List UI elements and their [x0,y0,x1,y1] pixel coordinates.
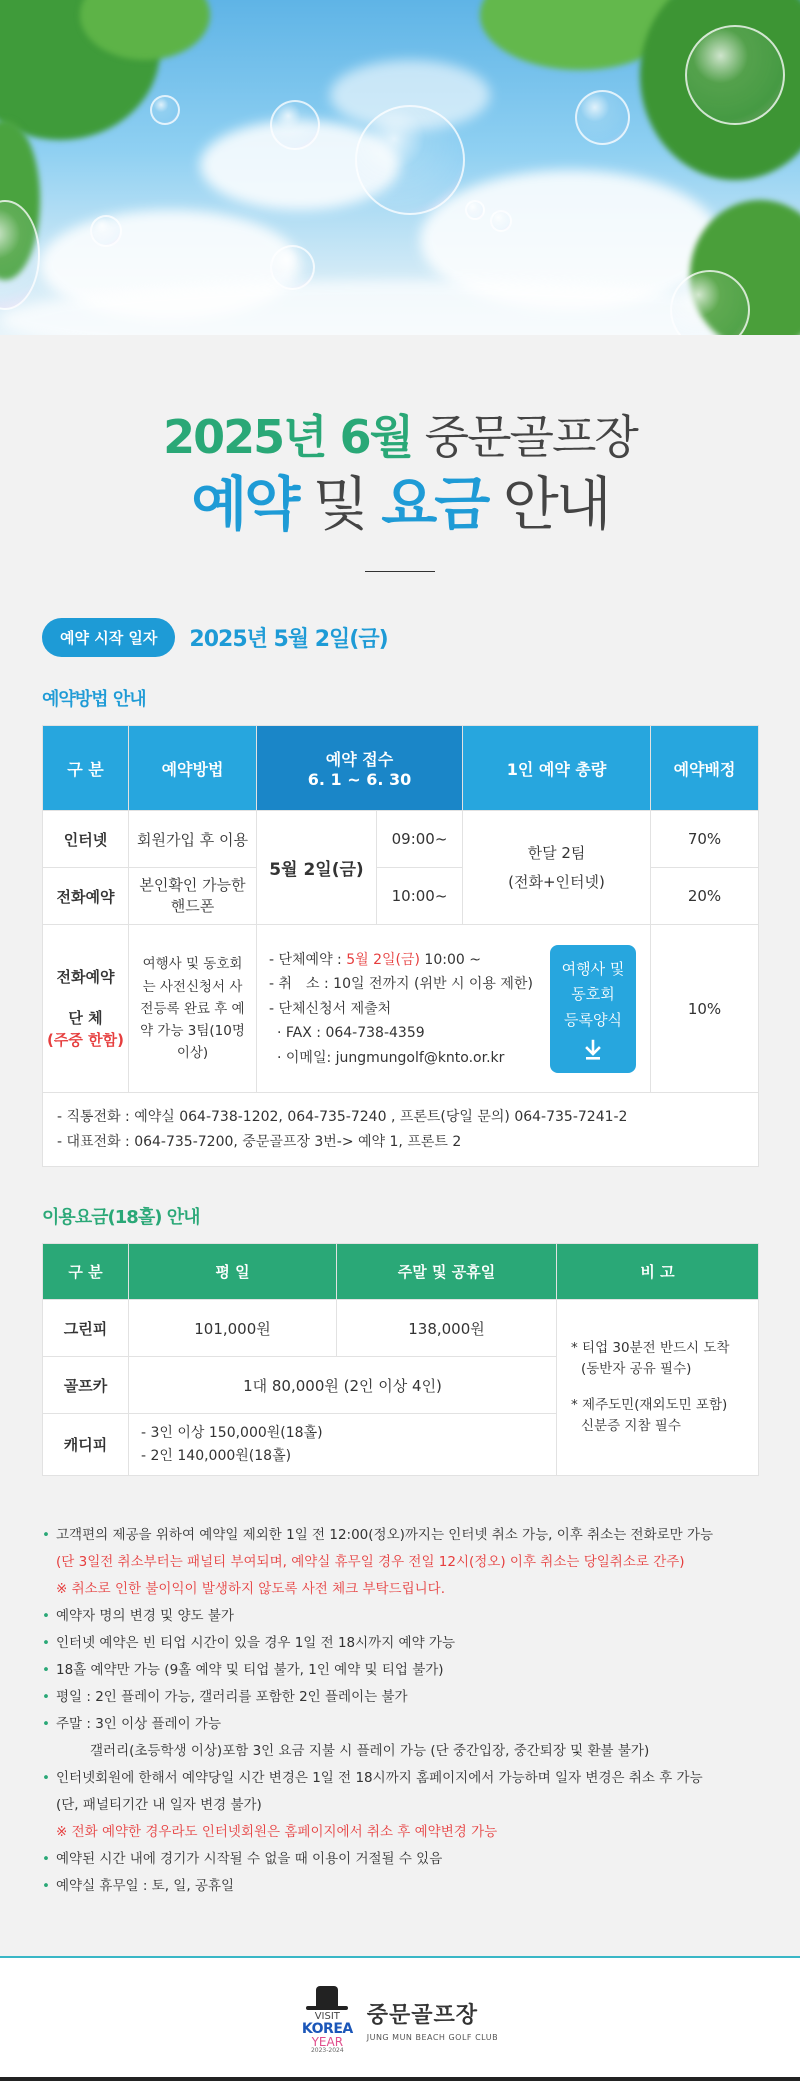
list-item: 갤러리(초등학생 이상)포함 3인 요금 지불 시 플레이 가능 (단 중간입장, 중간퇴장 및 환불 불가) [90,1743,650,1760]
group-detail-email: · 이메일: jungmungolf@knto.or.kr [277,1049,505,1066]
header-alloc: 예약배정 [651,726,759,811]
header-category: 구 분 [43,726,129,811]
vk-years: 2023-2024 [310,2047,344,2055]
caddie-line-2: - 2인 140,000원(18홀) [141,1447,292,1464]
list-item: ※ 전화 예약한 경우라도 인터넷회원은 홈페이지에서 취소 후 예약변경 가능 [56,1824,498,1841]
title-line-1 [42,410,758,465]
list-item: (단, 패널티기간 내 일자 변경 불가) [56,1797,262,1814]
main-phone: - 대표전화 : 064-735-7200, 중문골프장 3번-> 예약 1, 프론트 2 [57,1133,462,1150]
row-internet-category: 인터넷 [43,811,129,868]
title-venue: 중문골프장 [424,410,637,464]
list-item: • 예약실 휴무일 : 토, 일, 공휴일 [42,1873,758,1900]
bubble-shape [355,105,465,215]
fee-note-1: * 티업 30분전 반드시 도착 [571,1339,730,1356]
title-word-fee: 요금 [381,470,488,539]
row-phone-method: 본인확인 가능한 핸드폰 [129,868,257,925]
header-method: 예약방법 [129,726,257,811]
contact-row [43,1093,759,1167]
group-detail-line-3: - 단체신청서 제출처 [269,1000,392,1017]
notice-list [42,1522,758,1900]
group-detail-line-2: - 취 소 : 10일 전까지 (위반 시 이용 제한) [269,976,533,993]
header-accept-label: 예약 접수 [325,750,394,770]
caddie-line-1: - 3인 이상 150,000원(18홀) [141,1425,323,1442]
row-group-detail [257,925,651,1093]
bubble-shape [465,200,485,220]
row-internet-alloc: 70% [651,811,759,868]
group-detail-text [269,948,533,1071]
caddie-value [129,1414,557,1476]
row-group-category [43,925,129,1093]
fee-notes [557,1300,759,1476]
list-item: • 예약자 명의 변경 및 양도 불가 [42,1603,758,1630]
footer [0,1956,800,2081]
fee-note-1-sub: (동반자 공유 필수) [581,1361,692,1378]
table-row [43,811,759,868]
total-per-person [463,811,651,925]
row-group-method: 여행사 및 동호회는 사전신청서 사전등록 완료 후 예약 가능 3팀(10명 이상) [129,925,257,1093]
start-date-row [42,618,758,657]
form-button-line-1: 여행사 및 [561,959,625,978]
cart-value: 1대 80,000원 (2인 이상 4인) [129,1357,557,1414]
vk-visit: VISIT [314,2011,340,2023]
vk-year: YEAR [311,2035,344,2050]
footer-logos [0,1958,800,2054]
fee-header-note: 비 고 [557,1244,759,1300]
list-item: • 예약된 시간 내에 경기가 시작될 수 없을 때 이용이 거절될 수 있음 [42,1846,758,1873]
list-item: • 주말 : 3인 이상 플레이 가능 [42,1711,758,1738]
group-detail-fax: · FAX : 064-738-4359 [277,1025,425,1042]
row-phone-alloc: 20% [651,868,759,925]
contact-info [43,1093,759,1167]
row-phone-category: 전화예약 [43,868,129,925]
bubble-shape [490,210,512,232]
list-item: • 고객편의 제공을 위하여 예약일 제외한 1일 전 12:00(정오)까지는 인터넷 취소 가능, 이후 취소는 전화로만 가능 [42,1522,758,1549]
club-subtitle: JUNG MUN BEACH GOLF CLUB [366,2033,499,2043]
bubble-shape [575,90,630,145]
main-content [0,335,800,1900]
row-internet-time: 09:00~ [377,811,463,868]
download-icon [583,1039,603,1061]
fee-note-2-sub: 신분증 지참 필수 [581,1418,681,1435]
list-item: • 인터넷회원에 한해서 예약당일 시간 변경은 1일 전 18시까지 홈페이지에서 가능하며 일자 변경은 취소 후 가능 [42,1765,758,1792]
group-detail-line-1: - 단체예약 : 5월 2일(금) 10:00 ~ [269,951,481,968]
table-row [43,1300,759,1357]
hero-banner [0,0,800,335]
title-word-guide: 안내 [502,470,609,539]
form-button-line-2: 동호회 [571,985,615,1004]
list-item: • 평일 : 2인 플레이 가능, 갤러리를 포함한 2인 플레이는 불가 [42,1684,758,1711]
list-item: • 인터넷 예약은 빈 티업 시간이 있을 경우 1일 전 18시까지 예약 가능 [42,1630,758,1657]
header-accept [257,726,463,811]
title-month: 2025년 6월 [163,410,413,464]
group-category-line-1: 전화예약 [56,968,115,987]
bubble-shape [270,100,320,150]
direct-phone: - 직통전화 : 예약실 064-738-1202, 064-735-7240 , 프론트(당일 문의) 064-735-7241-2 [57,1109,628,1126]
cart-label: 골프카 [43,1357,129,1414]
fee-header-category: 구 분 [43,1244,129,1300]
title-word-reservation: 예약 [191,470,298,539]
table-row [43,925,759,1093]
bubble-shape [270,245,315,290]
start-date-badge: 예약 시작 일자 [42,618,175,657]
bubble-shape [90,215,122,247]
greenfee-weekend: 138,000원 [337,1300,557,1357]
greenfee-label: 그린피 [43,1300,129,1357]
title-line-2 [42,465,758,543]
header-accept-period: 6. 1 ~ 6. 30 [307,770,412,790]
bubble-shape [150,95,180,125]
list-item: ※ 취소로 인한 불이익이 발생하지 않도록 사전 체크 부탁드립니다. [56,1581,445,1598]
fee-note-2: * 제주도민(재외도민 포함) [571,1396,728,1413]
start-date: 2025년 5월 2일(금) [189,627,388,653]
vk-korea: KOREA [301,2021,353,2038]
bubble-shape [685,25,785,125]
fee-section-title: 이용요금(18홀) 안내 [42,1207,200,1229]
row-phone-time: 10:00~ [377,868,463,925]
greenfee-weekday: 101,000원 [129,1300,337,1357]
footer-bottom-line [0,2077,800,2081]
reservation-header-row [43,726,759,811]
club-logo [367,1998,498,2042]
total-line-2: (전화+인터넷) [508,872,605,891]
fee-table [42,1243,759,1476]
total-line-1: 한달 2팀 [527,844,586,863]
reservation-section-title: 예약방법 안내 [42,689,146,711]
form-button-line-3: 등록양식 [564,1010,622,1029]
caddie-label: 캐디피 [43,1414,129,1476]
group-category-line-3: (주중 한함) [47,1031,124,1050]
table-row [43,868,759,925]
open-date: 5월 2일(금) [257,811,377,925]
club-name: 중문골프장 [366,2003,478,2029]
reservation-table [42,725,759,1167]
list-item: • 18홀 예약만 가능 (9홀 예약 및 티업 불가, 1인 예약 및 티업 불가) [42,1657,758,1684]
group-registration-form-button[interactable] [550,945,636,1073]
list-item: (단 3일전 취소부터는 패널티 부여되며, 예약실 휴무일 경우 전일 12시(정오) 이후 취소는 당일취소로 간주) [56,1554,685,1571]
gat-hat-icon [316,1986,338,2008]
visit-korea-year-logo [302,1986,353,2054]
page-title [42,335,758,572]
title-divider [365,571,435,572]
row-internet-method: 회원가입 후 이용 [129,811,257,868]
row-group-alloc: 10% [651,925,759,1093]
group-category-line-2: 단 체 [68,1008,103,1027]
fee-header-weekday: 평 일 [129,1244,337,1300]
title-word-and: 및 [312,470,366,539]
header-total: 1인 예약 총량 [463,726,651,811]
fee-header-weekend: 주말 및 공휴일 [337,1244,557,1300]
fee-header-row [43,1244,759,1300]
